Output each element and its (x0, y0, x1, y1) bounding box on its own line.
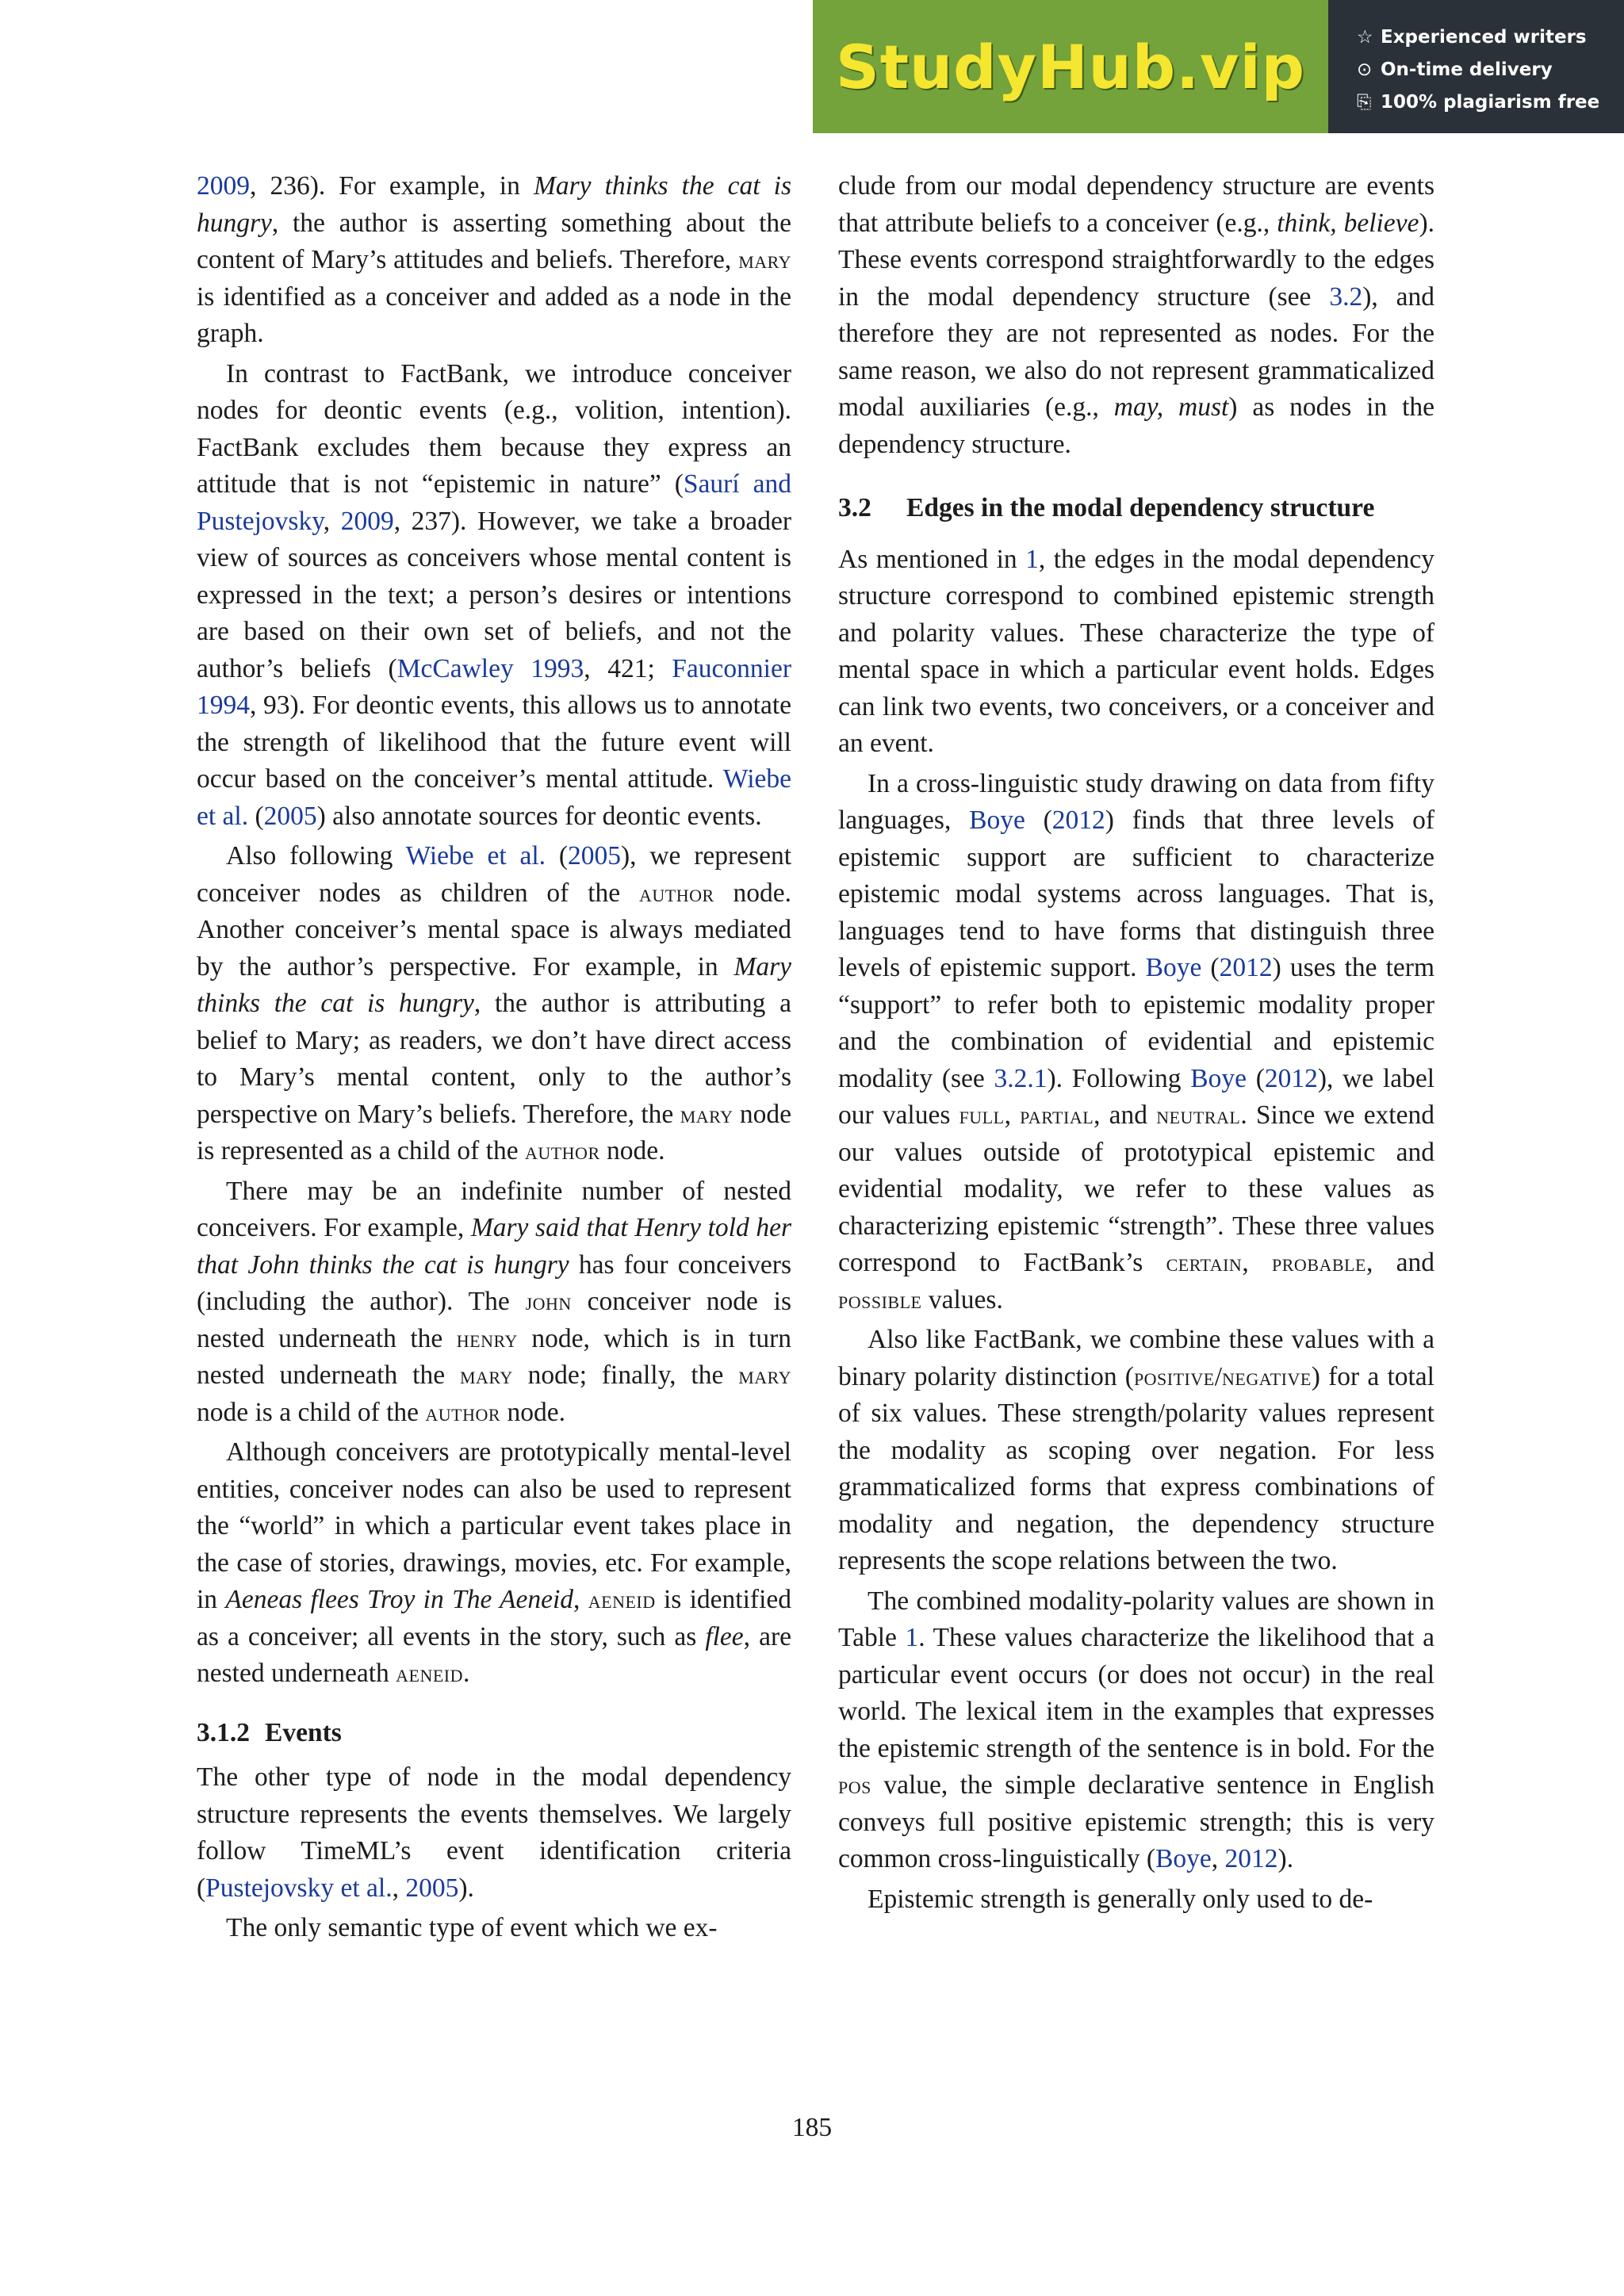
citation-link[interactable]: 2005 (405, 1873, 459, 1903)
banner-feature-plagiarism (1357, 86, 1624, 118)
paragraph: The only semantic type of event which we ex- (226, 1913, 718, 1942)
citation-link[interactable]: 2012 (1264, 1063, 1318, 1093)
citation-link[interactable]: 2012 (1051, 806, 1105, 835)
table-ref-link[interactable]: 1 (905, 1623, 919, 1652)
paragraph: Also like FactBank, we combine these values with a binary polarity distinction (positive/negative) for a total of six values. These strength/polarity values represent the modality as scoping over negation. For less grammaticalized forms that express combinations of modality and negation, the dependency structure represents the scope relations between the two. (838, 1325, 1434, 1575)
citation-link[interactable]: 2009 (340, 506, 394, 536)
paragraph: Although conceivers are prototypically mental-level entities, conceiver nodes can also be used to represent the “world” in which a particular event takes place in the case of stories, drawings, movies, etc. For example, in Aeneas flees Troy in The Aeneid, aeneid is identified as a conceiver; all events in the story, such as flee, are nested underneath aeneid. (197, 1437, 791, 1688)
citation-link[interactable]: Boye (1145, 953, 1202, 982)
banner-feature-delivery (1357, 53, 1624, 86)
banner-feature-label: On-time delivery (1381, 59, 1553, 80)
document-check-icon: ⎘ (1357, 91, 1372, 113)
citation-link[interactable]: Boye (969, 806, 1025, 835)
citation-link[interactable]: 2012 (1224, 1844, 1278, 1873)
paragraph: There may be an indefinite number of nested conceivers. For example, Mary said that Henry told her that John thinks the cat is hungry has four conceivers (including the author). The john conceiver node is nested underneath the henry node, which is in turn nested underneath the mary node; finally, the mary node is a child of the author node. (197, 1176, 792, 1427)
paragraph: In contrast to FactBank, we introduce conceiver nodes for deontic events (e.g., volition, intention). FactBank excludes them because they express an attitude that is not “epistemic in nature” (Saurí and Pustejovsky, 2009, 237). However, we take a broader view of sources as conceivers whose mental content is expressed in the text; a person’s desires or intentions are based on their own set of beliefs, and not the author’s beliefs (McCawley 1993, 421; Fauconnier 1994, 93). For deontic events, this allows us to annotate the strength of likelihood that the future event will occur based on the conceiver’s mental attitude. Wiebe et al. (2005) also annotate sources for deontic events. (197, 358, 792, 831)
citation-link[interactable]: Wiebe et al. (405, 841, 546, 871)
paragraph: clude from our modal dependency structure are events that attribute beliefs to a conceiver (e.g., think, believe). These events correspond straightforwardly to the edges in the modal dependency structure (see 3.2), and therefore they are not represented as nodes. For the same reason, we also do not represent grammaticalized modal auxiliaries (e.g., may, must) as nodes in the dependency structure. (838, 171, 1435, 459)
paragraph: 2009, 236). For example, in Mary thinks the cat is hungry, the author is asserting something about the content of Mary’s attitudes and beliefs. Therefore, mary is identified as a conceiver and added as a node in the graph. (197, 171, 791, 348)
paragraph: The combined modality-polarity values are shown in Table 1. These values characterize the likelihood that a particular event occurs (or does not occur) in the real world. The lexical item in the examples that expresses the epistemic strength of the sentence is in bold. For the pos value, the simple declarative sentence in English conveys full positive epistemic strength; this is very common cross-linguistically (Boye, 2012). (838, 1586, 1434, 1873)
citation-link[interactable]: 2005 (568, 841, 622, 871)
section-title: Events (265, 1717, 342, 1747)
clock-icon: ⊙ (1357, 59, 1373, 80)
citation-link[interactable]: Pustejovsky et al. (205, 1873, 393, 1903)
banner-features (1328, 0, 1624, 133)
ad-banner[interactable] (813, 0, 1624, 133)
section-ref-link[interactable]: 3.2 (1329, 281, 1363, 312)
citation-link[interactable]: 2005 (263, 801, 317, 831)
section-number: 3.2 (838, 493, 871, 522)
section-number: 3.1.2 (197, 1717, 250, 1747)
banner-feature-writers (1357, 21, 1624, 53)
citation-link[interactable]: McCawley 1993 (396, 653, 584, 683)
paragraph: Epistemic strength is generally only used to de- (868, 1884, 1373, 1914)
citation-link[interactable]: Boye (1155, 1844, 1212, 1873)
section-heading (197, 1715, 791, 1752)
citation-link[interactable]: Wiebe et al. (197, 764, 791, 831)
banner-feature-label: Experienced writers (1381, 26, 1587, 48)
page-number: 185 (791, 2113, 833, 2142)
citation-link[interactable]: Boye (1190, 1063, 1247, 1093)
paragraph: Also following Wiebe et al. (2005), we represent conceiver nodes as children of the author node. Another conceiver’s mental space is always mediated by the author’s perspective. For example, in Mary thinks the cat is hungry, the author is attributing a belief to Mary; as readers, we don’t have direct access to Mary’s mental content, only to the author’s perspective on Mary’s beliefs. Therefore, the mary node is represented as a child of the author node. (197, 841, 792, 1165)
banner-feature-label: 100% plagiarism free (1381, 91, 1600, 113)
banner-logo-panel[interactable] (813, 0, 1328, 133)
citation-link[interactable]: Fauconnier 1994 (197, 653, 791, 720)
paragraph: In a cross-linguistic study drawing on data from fifty languages, Boye (2012) finds that three levels of epistemic support are sufficient to characterize epistemic modal systems across languages. That is, languages tend to have forms that distinguish three levels of epistemic support. Boye (2012) uses the term “support” to refer both to epistemic modality proper and the combination of evidential and epistemic modality (see 3.2.1). Following Boye (2012), we label our values full, partial, and neutral. Since we extend our values outside of prototypical epistemic and evidential modality, we refer to these values as characterizing epistemic “strength”. These three values correspond to FactBank’s certain, probable, and possible values. (838, 768, 1435, 1314)
banner-logo[interactable]: StudyHub.vip (835, 31, 1306, 102)
section-heading (838, 490, 1434, 527)
paragraph: The other type of node in the modal dependency structure represents the events themselves. We largely follow TimeML’s event identification criteria (Pustejovsky et al., 2005). (197, 1762, 791, 1903)
section-ref-link[interactable]: 1 (1025, 544, 1039, 574)
right-column (838, 168, 1434, 1921)
citation-link[interactable]: 2009 (197, 171, 250, 201)
citation-link[interactable]: 2012 (1219, 953, 1273, 982)
paragraph: As mentioned in 1, the edges in the modal dependency structure correspond to combined epistemic strength and polarity values. These characterize the type of mental space in which a particular event holds. Edges can link two events, two conceivers, or a conceiver and an event. (838, 544, 1434, 758)
section-ref-link[interactable]: 3.2.1 (994, 1063, 1048, 1093)
star-outline-icon: ☆ (1357, 26, 1373, 48)
left-column (197, 168, 791, 1950)
citation-link[interactable]: Saurí and Pustejovsky (197, 469, 791, 536)
section-title: Edges in the modal dependency structure (906, 493, 1375, 522)
